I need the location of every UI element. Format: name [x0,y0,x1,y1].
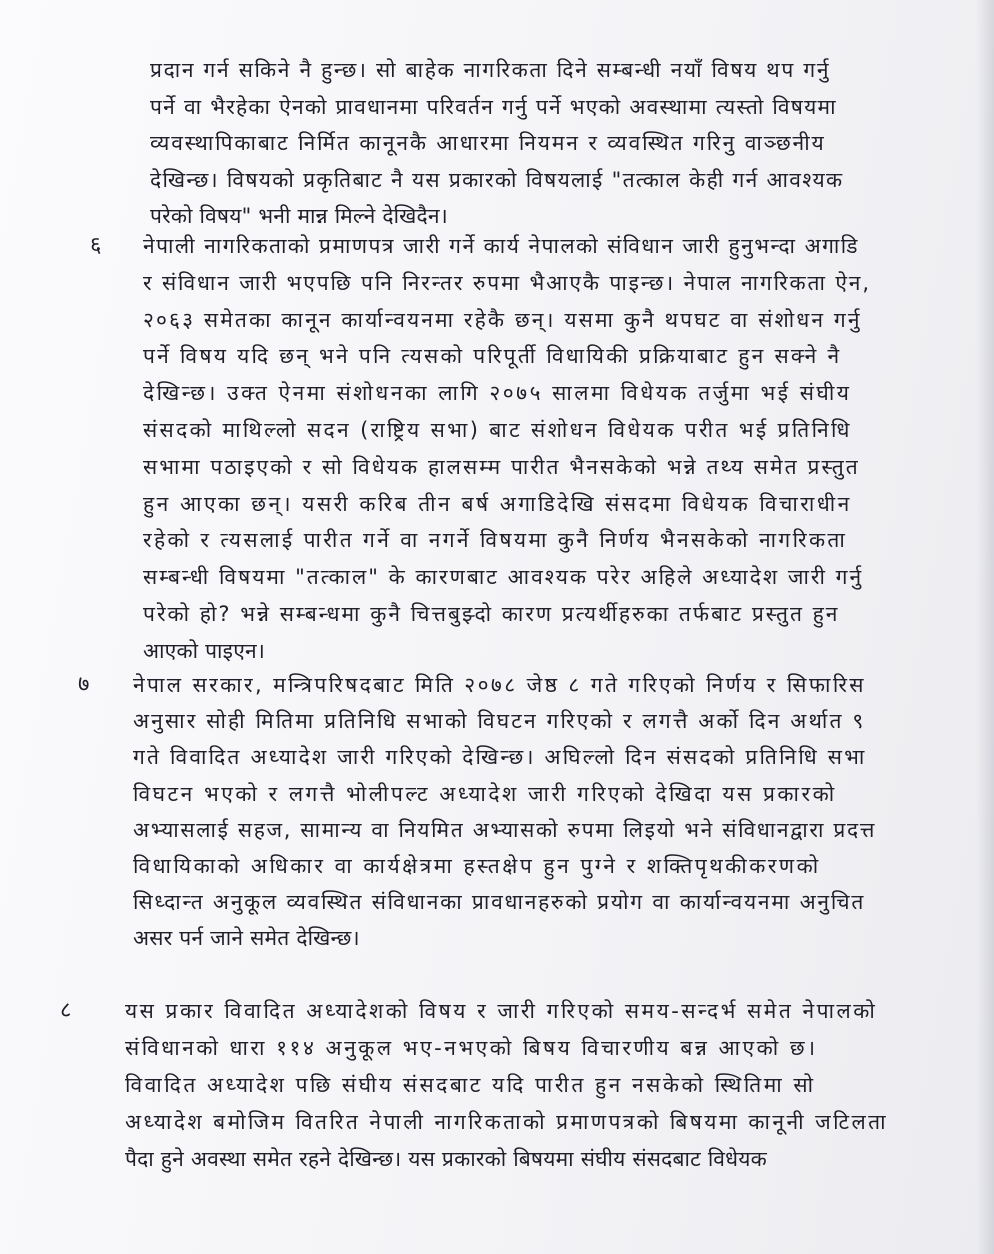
paragraph-line: विवादित अध्यादेश पछि संघीय संसदबाट यदि पारीत हुन नसकेको स्थितिमा सो [125,1073,816,1097]
paragraph-number: ६ [90,233,102,258]
paragraph-line: संविधानको धारा ११४ अनुकूल भए-नभएको बिषय विचारणीय बन्न आएको छ। [125,1036,818,1060]
paragraph-line: आएको पाइएन। [143,638,266,663]
paragraph-number: ८ [60,998,72,1023]
paragraph-line: सम्बन्धी विषयमा "तत्काल" के कारणबाट आवश्यक परेर अहिले अध्यादेश जारी गर्नु [143,565,864,590]
paragraph-line: देखिन्छ। विषयको प्रकृतिबाट नै यस प्रकारको विषयलाई "तत्काल केही गर्न आवश्यक [150,167,844,192]
paragraph-line: नेपाली नागरिकताको प्रमाणपत्र जारी गर्ने कार्य नेपालको संविधान जारी हुनुभन्दा अगाडि [143,234,859,258]
paragraph-line: परेको विषय" भनी मान्न मिल्ने देखिदैन। [150,204,448,228]
paragraph-line: सभामा पठाइएको र सो विधेयक हालसम्म पारीत भैनसकेको भन्ने तथ्य समेत प्रस्तुत [143,454,860,479]
paragraph-line: व्यवस्थापिकाबाट निर्मित कानूनकै आधारमा नियमन र व्यवस्थित गरिनु वाञ्छनीय [150,131,826,155]
paragraph-line: संसदको माथिल्लो सदन (राष्ट्रिय सभा) बाट संशोधन विधेयक परीत भई प्रतिनिधि [143,418,852,442]
paragraph-line: पर्ने विषय यदि छन् भने पनि त्यसको परिपूर्ती विधायिकी प्रक्रियाबाट हुन सक्ने नै [143,344,842,369]
paragraph-line: देखिन्छ। उक्त ऐनमा संशोधनका लागि २०७५ सालमा विधेयक तर्जुमा भई संघीय [143,381,852,406]
paragraph-line: प्रदान गर्न सकिने नै हुन्छ। सो बाहेक नागरिकता दिने सम्बन्धी नयाँ विषय थप गर्नु [150,58,831,82]
paragraph-line: अनुसार सोही मितिमा प्रतिनिधि सभाको विघटन गरिएको र लगत्तै अर्को दिन अर्थात ९ [133,709,866,734]
paragraph-line: विधायिकाको अधिकार वा कार्यक्षेत्रमा हस्तक्षेप हुन पुग्ने र शक्तिपृथकीकरणको [133,854,821,878]
paragraph-line: हुन आएका छन्। यसरी करिब तीन बर्ष अगाडिदेखि संसदमा विधेयक विचाराधीन [143,491,852,516]
paragraph-line: सिध्दान्त अनुकूल व्यवस्थित संविधानका प्रावधानहरुको प्रयोग वा कार्यान्वयनमा अनुचित [133,890,866,915]
paragraph-line: २०६३ समेतका कानून कार्यान्वयनमा रहेकै छन्। यसमा कुनै थपघट वा संशोधन गर्नु [143,307,862,332]
paragraph-line: अध्यादेश बमोजिम वितरित नेपाली नागरिकताको प्रमाणपत्रको बिषयमा कानूनी जटिलता [125,1110,889,1134]
paragraph-line: अभ्यासलाई सहज, सामान्य वा नियमित अभ्यासको रुपमा लिइयो भने संविधानद्वारा प्रदत्त [133,817,877,842]
paragraph-line: विघटन भएको र लगत्तै भोलीपल्ट अध्यादेश जारी गरिएको देखिदा यस प्रकारको [133,781,837,806]
page-edge-shadow [976,0,994,1254]
paragraph-line: रहेको र त्यसलाई पारीत गर्ने वा नगर्ने विषयमा कुनै निर्णय भैनसकेको नागरिकता [143,528,848,553]
paragraph-line: पर्ने वा भैरहेका ऐनको प्रावधानमा परिवर्तन गर्नु पर्ने भएको अवस्थामा त्यस्तो विषयमा [150,94,837,119]
paragraph-line: यस प्रकार विवादित अध्यादेशको विषय र जारी गरिएको समय-सन्दर्भ समेत नेपालको [125,999,878,1023]
paragraph-line: असर पर्न जाने समेत देखिन्छ। [133,926,360,951]
paragraph-line: र संविधान जारी भएपछि पनि निरन्तर रुपमा भैआएकै पाइन्छ। नेपाल नागरिकता ऐन, [143,270,871,295]
paragraph-line: पैदा हुने अवस्था समेत रहने देखिन्छ। यस प्रकारको बिषयमा संघीय संसदबाट विधेयक [125,1147,767,1171]
paragraph-number: ७ [78,672,90,697]
paragraph-line: गते विवादित अध्यादेश जारी गरिएको देखिन्छ। अघिल्लो दिन संसदको प्रतिनिधि सभा [133,745,867,770]
paragraph-line: परेको हो? भन्ने सम्बन्धमा कुनै चित्तबुझ्दो कारण प्रत्यर्थीहरुका तर्फबाट प्रस्तुत हुन [143,602,840,626]
paragraph-line: नेपाल सरकार, मन्त्रिपरिषदबाट मिति २०७८ जेष्ठ ८ गते गरिएको निर्णय र सिफारिस [133,673,866,697]
